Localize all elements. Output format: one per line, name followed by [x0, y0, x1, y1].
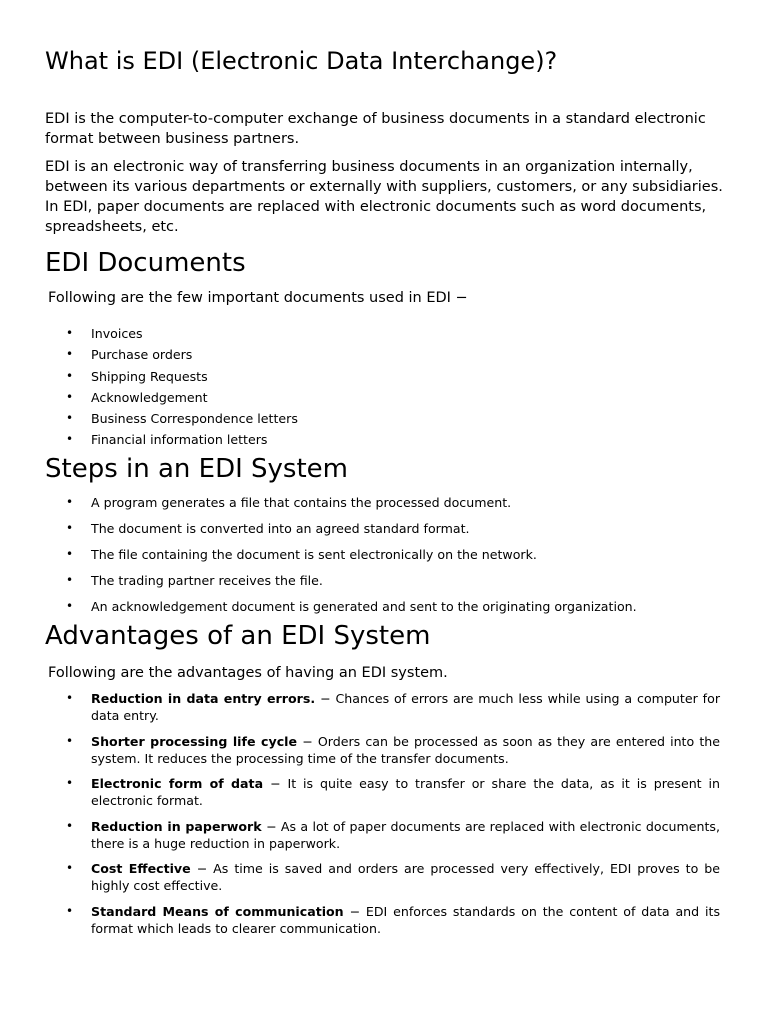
list-item: [0, 546, 637, 572]
documents-lead: Following are the few important documents used in EDI −: [48, 290, 468, 306]
intro-paragraph-2: EDI is an electronic way of transferring business documents in an organization internally, between its various departments or externally with suppliers, customers, or any subsidiaries. In EDI, paper documents are replaced with electronic documents such as word documents, spreadsheets, etc.: [45, 159, 723, 235]
advantage-text: − EDI enforces standards on the content of data and its format which leads to clearer communication.: [91, 903, 720, 936]
list-item-text: Financial information letters: [91, 432, 268, 448]
advantage-term: Cost Effective: [91, 861, 191, 876]
bullet-icon: •: [66, 389, 74, 404]
advantage-body: [91, 903, 720, 937]
list-item: [0, 860, 720, 903]
bullet-icon: •: [66, 368, 74, 383]
bullet-icon: •: [66, 326, 74, 340]
list-item-text: Shipping Requests: [91, 368, 208, 384]
advantage-term: Shorter processing life cycle: [91, 733, 298, 749]
bullet-icon: •: [66, 547, 74, 561]
bullet-icon: •: [66, 818, 74, 833]
list-item: [0, 520, 637, 546]
list-item-text: Business Correspondence letters: [91, 411, 298, 427]
advantage-term: Reduction in paperwork: [91, 818, 262, 834]
advantage-body: [91, 733, 720, 767]
advantage-term: Standard Means of communication: [91, 903, 344, 919]
list-item: [0, 346, 298, 367]
bullet-icon: •: [66, 733, 74, 748]
bullet-icon: •: [66, 861, 74, 875]
advantage-text: − It is quite easy to transfer or share the data, as it is present in electronic format.: [91, 776, 721, 808]
bullet-icon: •: [66, 411, 74, 426]
list-item: [0, 572, 637, 598]
bullet-icon: •: [66, 347, 74, 362]
bullet-icon: •: [66, 776, 74, 790]
advantage-term: Reduction in data entry errors.: [91, 691, 316, 706]
advantage-text: − Orders can be processed as soon as they are entered into the system. It reduces the processing time of the transfer documents.: [91, 733, 721, 766]
section-heading-documents: EDI Documents: [45, 248, 246, 278]
list-item: [0, 389, 298, 410]
list-item: [0, 431, 298, 452]
bullet-icon: •: [66, 903, 74, 918]
bullet-icon: •: [66, 521, 74, 535]
list-item: [0, 325, 298, 346]
intro-paragraph-1: EDI is the computer-to-computer exchange of business documents in a standard electronic format between business partners.: [45, 111, 706, 147]
list-item: [0, 775, 720, 818]
bullet-icon: •: [66, 573, 74, 587]
list-item-text: Purchase orders: [91, 347, 193, 363]
documents-list: [0, 325, 298, 453]
list-item: [0, 368, 298, 389]
list-item-text: A program generates a file that contains the processed document.: [91, 495, 512, 510]
advantage-term: Electronic form of data: [91, 776, 264, 791]
section-heading-steps: Steps in an EDI System: [45, 454, 348, 484]
advantage-body: [91, 818, 720, 852]
bullet-icon: •: [66, 432, 74, 447]
advantage-body: [91, 775, 720, 809]
section-heading-advantages: Advantages of an EDI System: [45, 621, 431, 651]
advantage-text: − Chances of errors are much less while using a computer for data entry.: [91, 691, 720, 723]
list-item-text: The trading partner receives the file.: [91, 573, 323, 588]
advantage-text: − As a lot of paper documents are replaced with electronic documents, there is a huge reduction in paperwork.: [91, 818, 720, 851]
list-item-text: An acknowledgement document is generated and sent to the originating organization.: [91, 599, 637, 614]
page-title: What is EDI (Electronic Data Interchange)?: [45, 47, 558, 75]
advantage-body: [91, 860, 720, 894]
list-item-text: The document is converted into an agreed standard format.: [91, 521, 470, 536]
list-item: [0, 494, 637, 520]
list-item: [0, 690, 720, 733]
list-item: [0, 410, 298, 431]
advantage-body: [91, 690, 720, 724]
list-item-text: Acknowledgement: [91, 389, 208, 405]
list-item: [0, 818, 720, 861]
list-item-text: The file containing the document is sent electronically on the network.: [91, 547, 537, 562]
bullet-icon: •: [66, 495, 74, 509]
bullet-icon: •: [66, 691, 74, 705]
bullet-icon: •: [66, 599, 74, 613]
advantages-lead: Following are the advantages of having an EDI system.: [48, 665, 448, 681]
steps-list: [0, 494, 637, 624]
advantages-list: [0, 690, 720, 945]
list-item: [0, 903, 720, 946]
list-item: [0, 733, 720, 776]
advantage-text: − As time is saved and orders are processed very effectively, EDI proves to be highly cost effective.: [91, 861, 720, 893]
list-item-text: Invoices: [91, 326, 143, 341]
